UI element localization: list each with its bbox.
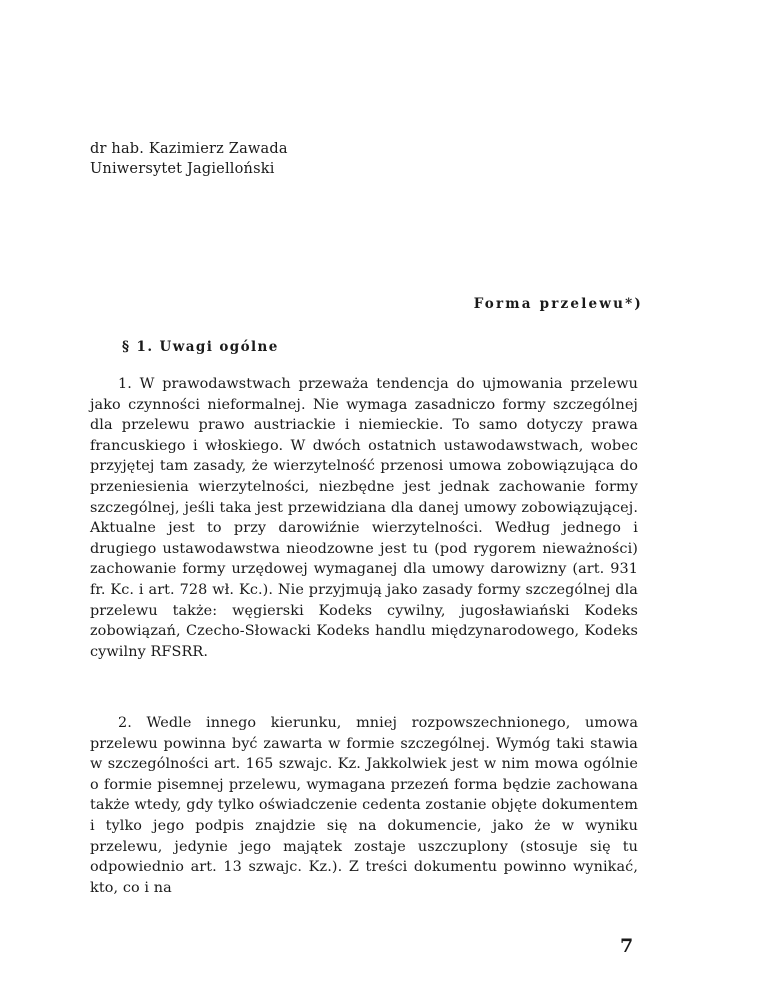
author-affiliation: Uniwersytet Jagielloński (90, 161, 275, 177)
section-heading: § 1. Uwagi ogólne (122, 339, 279, 355)
document-title: Forma przelewu*) (473, 296, 643, 312)
author-name: dr hab. Kazimierz Zawada (90, 141, 288, 157)
body-paragraph-2: 2. Wedle innego kierunku, mniej rozpowszechnionego, umowa przelewu powinna być zawarta w formie szczególnej. Wymóg taki stawia w szczególności art. 165 szwajc. Kz. Jakkolwiek jest w nim mowa ogólnie o formie pisemnej przelewu, wymagana przezeń forma będzie zachowana także wtedy, gdy tylko oświadczenie cedenta zostanie objęte dokumentem i tylko jego podpis znajdzie się na dokumencie, jako że w wyniku przelewu, jedynie jego majątek zostaje uszczuplony (stosuje się tu odpowiednio art. 13 szwajc. Kz.). Z treści dokumentu powinno wynikać, kto, co i na (90, 715, 638, 896)
author-block (90, 139, 288, 179)
body-paragraph-1: 1. W prawodawstwach przeważa tendencja do ujmowania przelewu jako czynności nieformalnej. Nie wymaga zasadniczo formy szczególnej dla przelewu prawo austriackie i niemieckie. To samo dotyczy prawa francuskiego i włoskiego. W dwóch ostatnich ustawodawstwach, wobec przyjętej tam zasady, że wierzytelność przenosi umowa zobowiązująca do przeniesienia wierzytelności, niezbędne jest jednak zachowanie formy szczególnej, jeśli taka jest przewidziana dla danej umowy zobowiązującej. Aktualne jest to przy darowiźnie wierzytelności. Według jednego i drugiego ustawodawstwa nieodzowne jest tu (pod rygorem nieważności) zachowanie formy urzędowej wymaganej dla umowy darowizny (art. 931 fr. Kc. i art. 728 wł. Kc.). Nie przyjmują jako zasady formy szczególnej dla przelewu także: węgierski Kodeks cywilny, jugosławiański Kodeks zobowiązań, Czecho-Słowacki Kodeks handlu międzynarodowego, Kodeks cywilny RFSRR. (90, 376, 638, 660)
page-number: 7 (620, 935, 634, 957)
